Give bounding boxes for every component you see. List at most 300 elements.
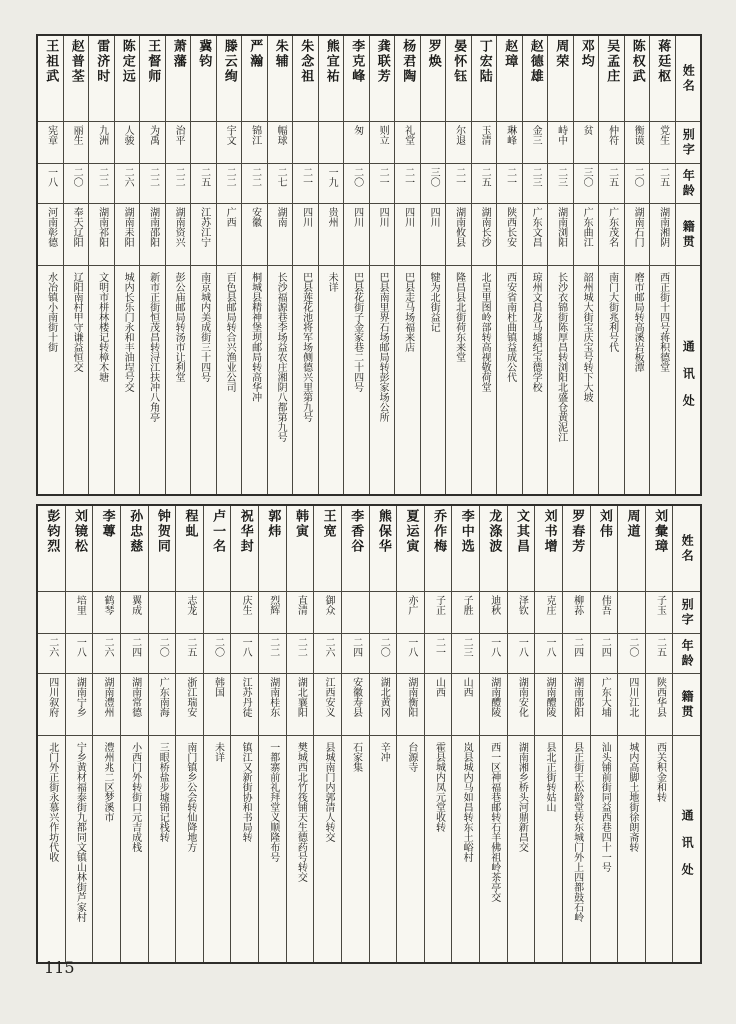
header-courtesy-label: 别字 — [681, 127, 696, 158]
person-name-cell — [599, 36, 624, 122]
person-origin-text: 安徽寿县 — [350, 677, 362, 717]
person-origin-cell — [342, 674, 369, 736]
person-column — [216, 36, 242, 494]
person-column — [394, 36, 420, 494]
person-age-cell — [480, 634, 507, 674]
person-name-cell — [497, 36, 522, 122]
person-courtesy-text: 为禹 — [147, 125, 159, 145]
person-name-cell — [508, 506, 535, 592]
person-origin-cell — [370, 674, 397, 736]
person-age-cell — [497, 164, 522, 204]
person-name-cell — [342, 506, 369, 592]
person-courtesy-cell — [115, 122, 140, 164]
person-column — [38, 36, 63, 494]
person-age-cell — [344, 164, 369, 204]
person-name-text: 熊保华 — [375, 509, 391, 554]
person-address-cell — [625, 266, 650, 494]
person-courtesy-text: 金三 — [530, 125, 542, 145]
person-column — [424, 506, 452, 962]
person-address-cell — [140, 266, 165, 494]
person-courtesy-cell — [217, 122, 242, 164]
person-origin-cell — [319, 204, 344, 266]
person-name-text: 雷济时 — [94, 39, 110, 84]
person-address-text: 西安省南杜曲镇益成公代 — [504, 272, 516, 382]
person-address-text: 巴县花街子金家巷二十四号 — [351, 272, 363, 392]
person-column — [230, 506, 258, 962]
person-origin-cell — [89, 204, 114, 266]
person-courtesy-cell — [646, 592, 673, 634]
person-courtesy-text: 峙中 — [555, 125, 567, 145]
person-age-text: 一八 — [488, 637, 500, 657]
person-courtesy-text: 礼堂 — [402, 125, 414, 145]
person-origin-cell — [497, 204, 522, 266]
person-age-text: 三〇 — [428, 167, 440, 187]
person-origin-cell — [140, 204, 165, 266]
person-column — [420, 36, 446, 494]
person-origin-cell — [231, 674, 258, 736]
person-name-text: 乔作梅 — [431, 509, 447, 554]
person-name-cell — [115, 36, 140, 122]
person-age-text: 二二 — [267, 637, 279, 657]
person-age-cell — [421, 164, 446, 204]
person-origin-cell — [268, 204, 293, 266]
person-address-cell — [574, 266, 599, 494]
person-column — [258, 506, 286, 962]
person-courtesy-text: 锦江 — [249, 125, 261, 145]
person-address-cell — [563, 736, 590, 962]
person-courtesy-cell — [618, 592, 645, 634]
person-name-cell — [166, 36, 191, 122]
person-origin-cell — [204, 674, 231, 736]
person-address-cell — [480, 736, 507, 962]
person-age-cell — [89, 164, 114, 204]
person-courtesy-text: 翼成 — [129, 595, 141, 615]
person-column — [267, 36, 293, 494]
person-name-text: 夏运寅 — [403, 509, 419, 554]
person-courtesy-cell — [38, 122, 63, 164]
person-address-text: 长沙福源巷李场益农庄湘阴八都第九号 — [275, 272, 287, 442]
person-age-cell — [342, 634, 369, 674]
header-address-label: 通讯处 — [681, 339, 696, 421]
person-column — [507, 506, 535, 962]
person-name-text: 王祖武 — [43, 39, 59, 84]
person-origin-cell — [191, 204, 216, 266]
person-origin-text: 韩国 — [212, 677, 224, 697]
person-age-text: 二〇 — [351, 167, 363, 187]
person-age-text: 一八 — [45, 167, 57, 187]
person-address-text: 犍为北街益记 — [428, 272, 440, 332]
roster-table-bottom — [36, 504, 702, 964]
person-address-text: 水冶镇小南街十街 — [45, 272, 57, 352]
header-origin-label: 籍贯 — [681, 219, 696, 250]
person-age-text: 二四 — [571, 637, 583, 657]
person-origin-text: 湖南宁乡 — [74, 677, 86, 717]
header-courtesy-label: 别字 — [680, 597, 695, 628]
person-name-text: 罗焕 — [425, 39, 441, 69]
person-name-text: 熊宜祐 — [323, 39, 339, 84]
person-address-text: 南京城内美成街三十四号 — [198, 272, 210, 382]
person-age-text: 二二 — [173, 167, 185, 187]
person-courtesy-text: 九洲 — [96, 125, 108, 145]
person-address-cell — [523, 266, 548, 494]
person-age-text: 二五 — [657, 167, 669, 187]
person-origin-cell — [452, 674, 479, 736]
person-age-text: 一八 — [516, 637, 528, 657]
person-origin-text: 广西 — [224, 207, 236, 227]
person-courtesy-cell — [242, 122, 267, 164]
person-origin-cell — [397, 674, 424, 736]
person-origin-cell — [480, 674, 507, 736]
person-name-cell — [293, 36, 318, 122]
person-courtesy-cell — [563, 592, 590, 634]
person-address-text: 隆昌县北街荷东来堂 — [453, 272, 465, 362]
person-address-cell — [548, 266, 573, 494]
person-origin-text: 陕西长安 — [504, 207, 516, 247]
person-age-text: 二四 — [350, 637, 362, 657]
person-origin-cell — [563, 674, 590, 736]
person-age-cell — [446, 164, 471, 204]
person-name-text: 李香谷 — [348, 509, 364, 554]
person-name-cell — [140, 36, 165, 122]
person-courtesy-cell — [497, 122, 522, 164]
person-age-text: 二一 — [433, 637, 445, 657]
person-name-cell — [646, 506, 673, 592]
person-name-text: 李克峰 — [349, 39, 365, 84]
person-origin-cell — [314, 674, 341, 736]
person-origin-text: 四川 — [377, 207, 389, 227]
person-column — [471, 36, 497, 494]
person-address-text: 长沙衣锦街陈厚昌转浏阳北盛仓黄泥江 — [555, 272, 567, 442]
header-address — [673, 736, 700, 962]
person-address-cell — [497, 266, 522, 494]
person-column — [562, 506, 590, 962]
person-name-text: 刘书增 — [541, 509, 557, 554]
person-courtesy-cell — [599, 122, 624, 164]
person-address-text: 西正街十四号蒋积德堂 — [657, 272, 669, 372]
person-address-text: 县正街王松龄堂转东城门外上四都鼓石岭 — [571, 742, 583, 922]
person-origin-cell — [508, 674, 535, 736]
person-origin-cell — [535, 674, 562, 736]
person-name-text: 赵普荃 — [68, 39, 84, 84]
person-origin-text: 湖南 — [275, 207, 287, 227]
person-origin-cell — [293, 204, 318, 266]
person-column — [396, 506, 424, 962]
person-age-text: 三〇 — [581, 167, 593, 187]
header-name — [676, 36, 701, 122]
person-courtesy-text: 子正 — [433, 595, 445, 615]
person-age-cell — [166, 164, 191, 204]
person-origin-cell — [574, 204, 599, 266]
person-name-cell — [395, 36, 420, 122]
person-name-text: 程虬 — [182, 509, 198, 539]
person-address-cell — [342, 736, 369, 962]
person-name-cell — [89, 36, 114, 122]
person-name-cell — [314, 506, 341, 592]
person-name-text: 卢一名 — [210, 509, 226, 554]
person-age-text: 二二 — [96, 167, 108, 187]
person-column — [313, 506, 341, 962]
person-origin-text: 湖南攸县 — [453, 207, 465, 247]
person-name-text: 李中选 — [458, 509, 474, 554]
person-name-text: 郭炜 — [265, 509, 281, 539]
person-origin-cell — [446, 204, 471, 266]
person-name-text: 钟贺同 — [154, 509, 170, 554]
person-origin-text: 浙江瑞安 — [184, 677, 196, 717]
person-courtesy-text: 琳峰 — [504, 125, 516, 145]
person-address-text: 澧州兆二区梦溪市 — [101, 742, 113, 822]
header-courtesy — [673, 592, 700, 634]
person-name-cell — [121, 506, 148, 592]
person-column — [645, 506, 673, 962]
person-address-text: 石家集 — [350, 742, 362, 772]
person-age-text: 一八 — [405, 637, 417, 657]
person-age-cell — [548, 164, 573, 204]
person-age-text: 二〇 — [626, 637, 638, 657]
person-courtesy-text: 匆 — [351, 125, 363, 135]
person-origin-text: 湖南衡阳 — [405, 677, 417, 717]
person-name-cell — [242, 36, 267, 122]
person-age-text: 二四 — [599, 637, 611, 657]
person-address-text: 三眼桥盐步墟锦记栈转 — [157, 742, 169, 842]
person-origin-cell — [344, 204, 369, 266]
person-address-text: 城内高脚土地街徐朗斋转 — [626, 742, 638, 852]
person-age-text: 二二 — [295, 637, 307, 657]
person-age-text: 二〇 — [378, 637, 390, 657]
person-name-cell — [259, 506, 286, 592]
person-age-text: 一八 — [240, 637, 252, 657]
person-age-cell — [204, 634, 231, 674]
person-address-cell — [217, 266, 242, 494]
person-age-text: 二〇 — [632, 167, 644, 187]
person-courtesy-cell — [176, 592, 203, 634]
person-name-cell — [548, 36, 573, 122]
person-age-text: 二三 — [555, 167, 567, 187]
person-name-cell — [574, 36, 599, 122]
person-age-cell — [242, 164, 267, 204]
person-address-cell — [242, 266, 267, 494]
person-age-text: 一九 — [326, 167, 338, 187]
person-courtesy-text: 丽生 — [71, 125, 83, 145]
person-age-text: 二五 — [654, 637, 666, 657]
person-name-text: 祝华封 — [237, 509, 253, 554]
person-name-cell — [268, 36, 293, 122]
person-address-cell — [176, 736, 203, 962]
person-courtesy-text: 仲符 — [606, 125, 618, 145]
person-age-text: 一八 — [543, 637, 555, 657]
person-address-text: 未详 — [212, 742, 224, 762]
person-origin-text: 安徽 — [249, 207, 261, 227]
person-address-cell — [89, 266, 114, 494]
person-address-cell — [397, 736, 424, 962]
person-age-text: 二二 — [147, 167, 159, 187]
person-age-cell — [508, 634, 535, 674]
person-age-cell — [646, 634, 673, 674]
header-name-label: 姓名 — [681, 63, 696, 94]
person-courtesy-text: 幅球 — [275, 125, 287, 145]
header-courtesy — [676, 122, 701, 164]
person-name-text: 陈定远 — [119, 39, 135, 84]
person-age-text: 二五 — [184, 637, 196, 657]
person-origin-cell — [176, 674, 203, 736]
person-address-text: 彭公庙邮局转汤市让利堂 — [173, 272, 185, 382]
person-column — [190, 36, 216, 494]
person-address-text: 樊城西北竹筏铺天生德药号转交 — [295, 742, 307, 882]
person-courtesy-cell — [93, 592, 120, 634]
person-origin-text: 湖北黄冈 — [378, 677, 390, 717]
person-courtesy-cell — [446, 122, 471, 164]
person-age-cell — [217, 164, 242, 204]
person-age-cell — [395, 164, 420, 204]
person-courtesy-text: 党生 — [657, 125, 669, 145]
person-origin-cell — [646, 674, 673, 736]
person-name-cell — [38, 506, 65, 592]
header-origin — [676, 204, 701, 266]
header-name — [673, 506, 700, 592]
person-address-cell — [121, 736, 148, 962]
person-name-text: 刘镜松 — [71, 509, 87, 554]
person-column — [573, 36, 599, 494]
person-origin-text: 江苏丹徒 — [240, 677, 252, 717]
person-column — [120, 506, 148, 962]
header-origin — [673, 674, 700, 736]
person-column — [175, 506, 203, 962]
person-name-text: 吴孟庄 — [604, 39, 620, 84]
person-address-cell — [93, 736, 120, 962]
person-age-text: 二七 — [275, 167, 287, 187]
person-age-cell — [140, 164, 165, 204]
person-column — [369, 36, 395, 494]
person-courtesy-cell — [523, 122, 548, 164]
person-age-cell — [115, 164, 140, 204]
person-name-cell — [287, 506, 314, 592]
person-age-cell — [591, 634, 618, 674]
header-age — [676, 164, 701, 204]
person-address-cell — [166, 266, 191, 494]
person-address-cell — [293, 266, 318, 494]
person-origin-text: 四川 — [300, 207, 312, 227]
person-address-text: 西关积金和转 — [654, 742, 666, 802]
person-name-cell — [64, 36, 89, 122]
person-column — [139, 36, 165, 494]
person-name-cell — [591, 506, 618, 592]
person-name-text: 龚联芳 — [374, 39, 390, 84]
person-courtesy-cell — [535, 592, 562, 634]
person-courtesy-text: 宇文 — [224, 125, 236, 145]
person-address-text: 小西门外转街口元吉成栈 — [129, 742, 141, 852]
person-origin-text: 湖南耒阳 — [122, 207, 134, 247]
person-name-text: 罗春芳 — [569, 509, 585, 554]
person-courtesy-cell — [268, 122, 293, 164]
person-age-cell — [66, 634, 93, 674]
person-address-text: 巴县莲花池将军场侧德兴里第九号 — [300, 272, 312, 422]
person-origin-text: 湖南安化 — [516, 677, 528, 717]
person-name-text: 蒋廷枢 — [655, 39, 671, 84]
person-courtesy-cell — [64, 122, 89, 164]
person-address-cell — [535, 736, 562, 962]
person-courtesy-cell — [472, 122, 497, 164]
person-address-cell — [38, 736, 65, 962]
header-origin-label: 籍贯 — [680, 689, 695, 720]
person-origin-cell — [115, 204, 140, 266]
person-column — [624, 36, 650, 494]
person-origin-cell — [66, 674, 93, 736]
person-age-cell — [38, 164, 63, 204]
person-origin-cell — [121, 674, 148, 736]
person-address-cell — [66, 736, 93, 962]
person-origin-text: 湖南石门 — [632, 207, 644, 247]
person-courtesy-text: 直清 — [295, 595, 307, 615]
person-address-text: 一都寨前礼拜堂义顺隆布号 — [267, 742, 279, 862]
person-age-cell — [287, 634, 314, 674]
person-origin-text: 广东茂名 — [606, 207, 618, 247]
person-origin-cell — [599, 204, 624, 266]
person-name-cell — [650, 36, 675, 122]
person-origin-cell — [625, 204, 650, 266]
person-origin-text: 贵州 — [326, 207, 338, 227]
person-name-text: 彭钧烈 — [44, 509, 60, 554]
person-origin-text: 四川 — [428, 207, 440, 227]
person-courtesy-text: 克庄 — [543, 595, 555, 615]
person-address-cell — [314, 736, 341, 962]
person-age-text: 二六 — [322, 637, 334, 657]
person-age-text: 二四 — [129, 637, 141, 657]
person-origin-text: 四川 — [402, 207, 414, 227]
person-origin-text: 广东曲江 — [581, 207, 593, 247]
person-age-text: 二六 — [46, 637, 58, 657]
person-address-cell — [425, 736, 452, 962]
person-name-text: 王宽 — [320, 509, 336, 539]
person-name-cell — [370, 506, 397, 592]
person-courtesy-cell — [231, 592, 258, 634]
person-name-text: 赵德雄 — [527, 39, 543, 84]
person-age-text: 二一 — [453, 167, 465, 187]
person-column — [63, 36, 89, 494]
person-origin-text: 湖南资兴 — [173, 207, 185, 247]
person-origin-cell — [421, 204, 446, 266]
person-name-text: 李蓴 — [99, 509, 115, 539]
person-column — [88, 36, 114, 494]
person-address-text: 百色县邮局转合兴渔业公司 — [224, 272, 236, 392]
person-column — [203, 506, 231, 962]
person-address-cell — [191, 266, 216, 494]
person-age-text: 二〇 — [212, 637, 224, 657]
person-name-cell — [535, 506, 562, 592]
person-column — [92, 506, 120, 962]
person-name-text: 杨君陶 — [400, 39, 416, 84]
person-courtesy-cell — [140, 122, 165, 164]
person-origin-text: 山西 — [461, 677, 473, 697]
person-origin-text: 江苏江宁 — [198, 207, 210, 247]
person-courtesy-cell — [574, 122, 599, 164]
person-column — [148, 506, 176, 962]
person-courtesy-text: 御众 — [322, 595, 334, 615]
person-column — [479, 506, 507, 962]
person-age-cell — [574, 164, 599, 204]
person-address-cell — [370, 736, 397, 962]
person-address-cell — [204, 736, 231, 962]
person-age-cell — [38, 634, 65, 674]
person-courtesy-text: 子胜 — [461, 595, 473, 615]
person-address-cell — [231, 736, 258, 962]
person-address-cell — [452, 736, 479, 962]
person-courtesy-cell — [370, 122, 395, 164]
person-courtesy-text: 泽钦 — [516, 595, 528, 615]
person-courtesy-cell — [121, 592, 148, 634]
person-address-text: 巴县走马场福来店 — [402, 272, 414, 352]
person-age-text: 一八 — [74, 637, 86, 657]
person-origin-text: 四川叙府 — [46, 677, 58, 717]
person-column — [649, 36, 675, 494]
